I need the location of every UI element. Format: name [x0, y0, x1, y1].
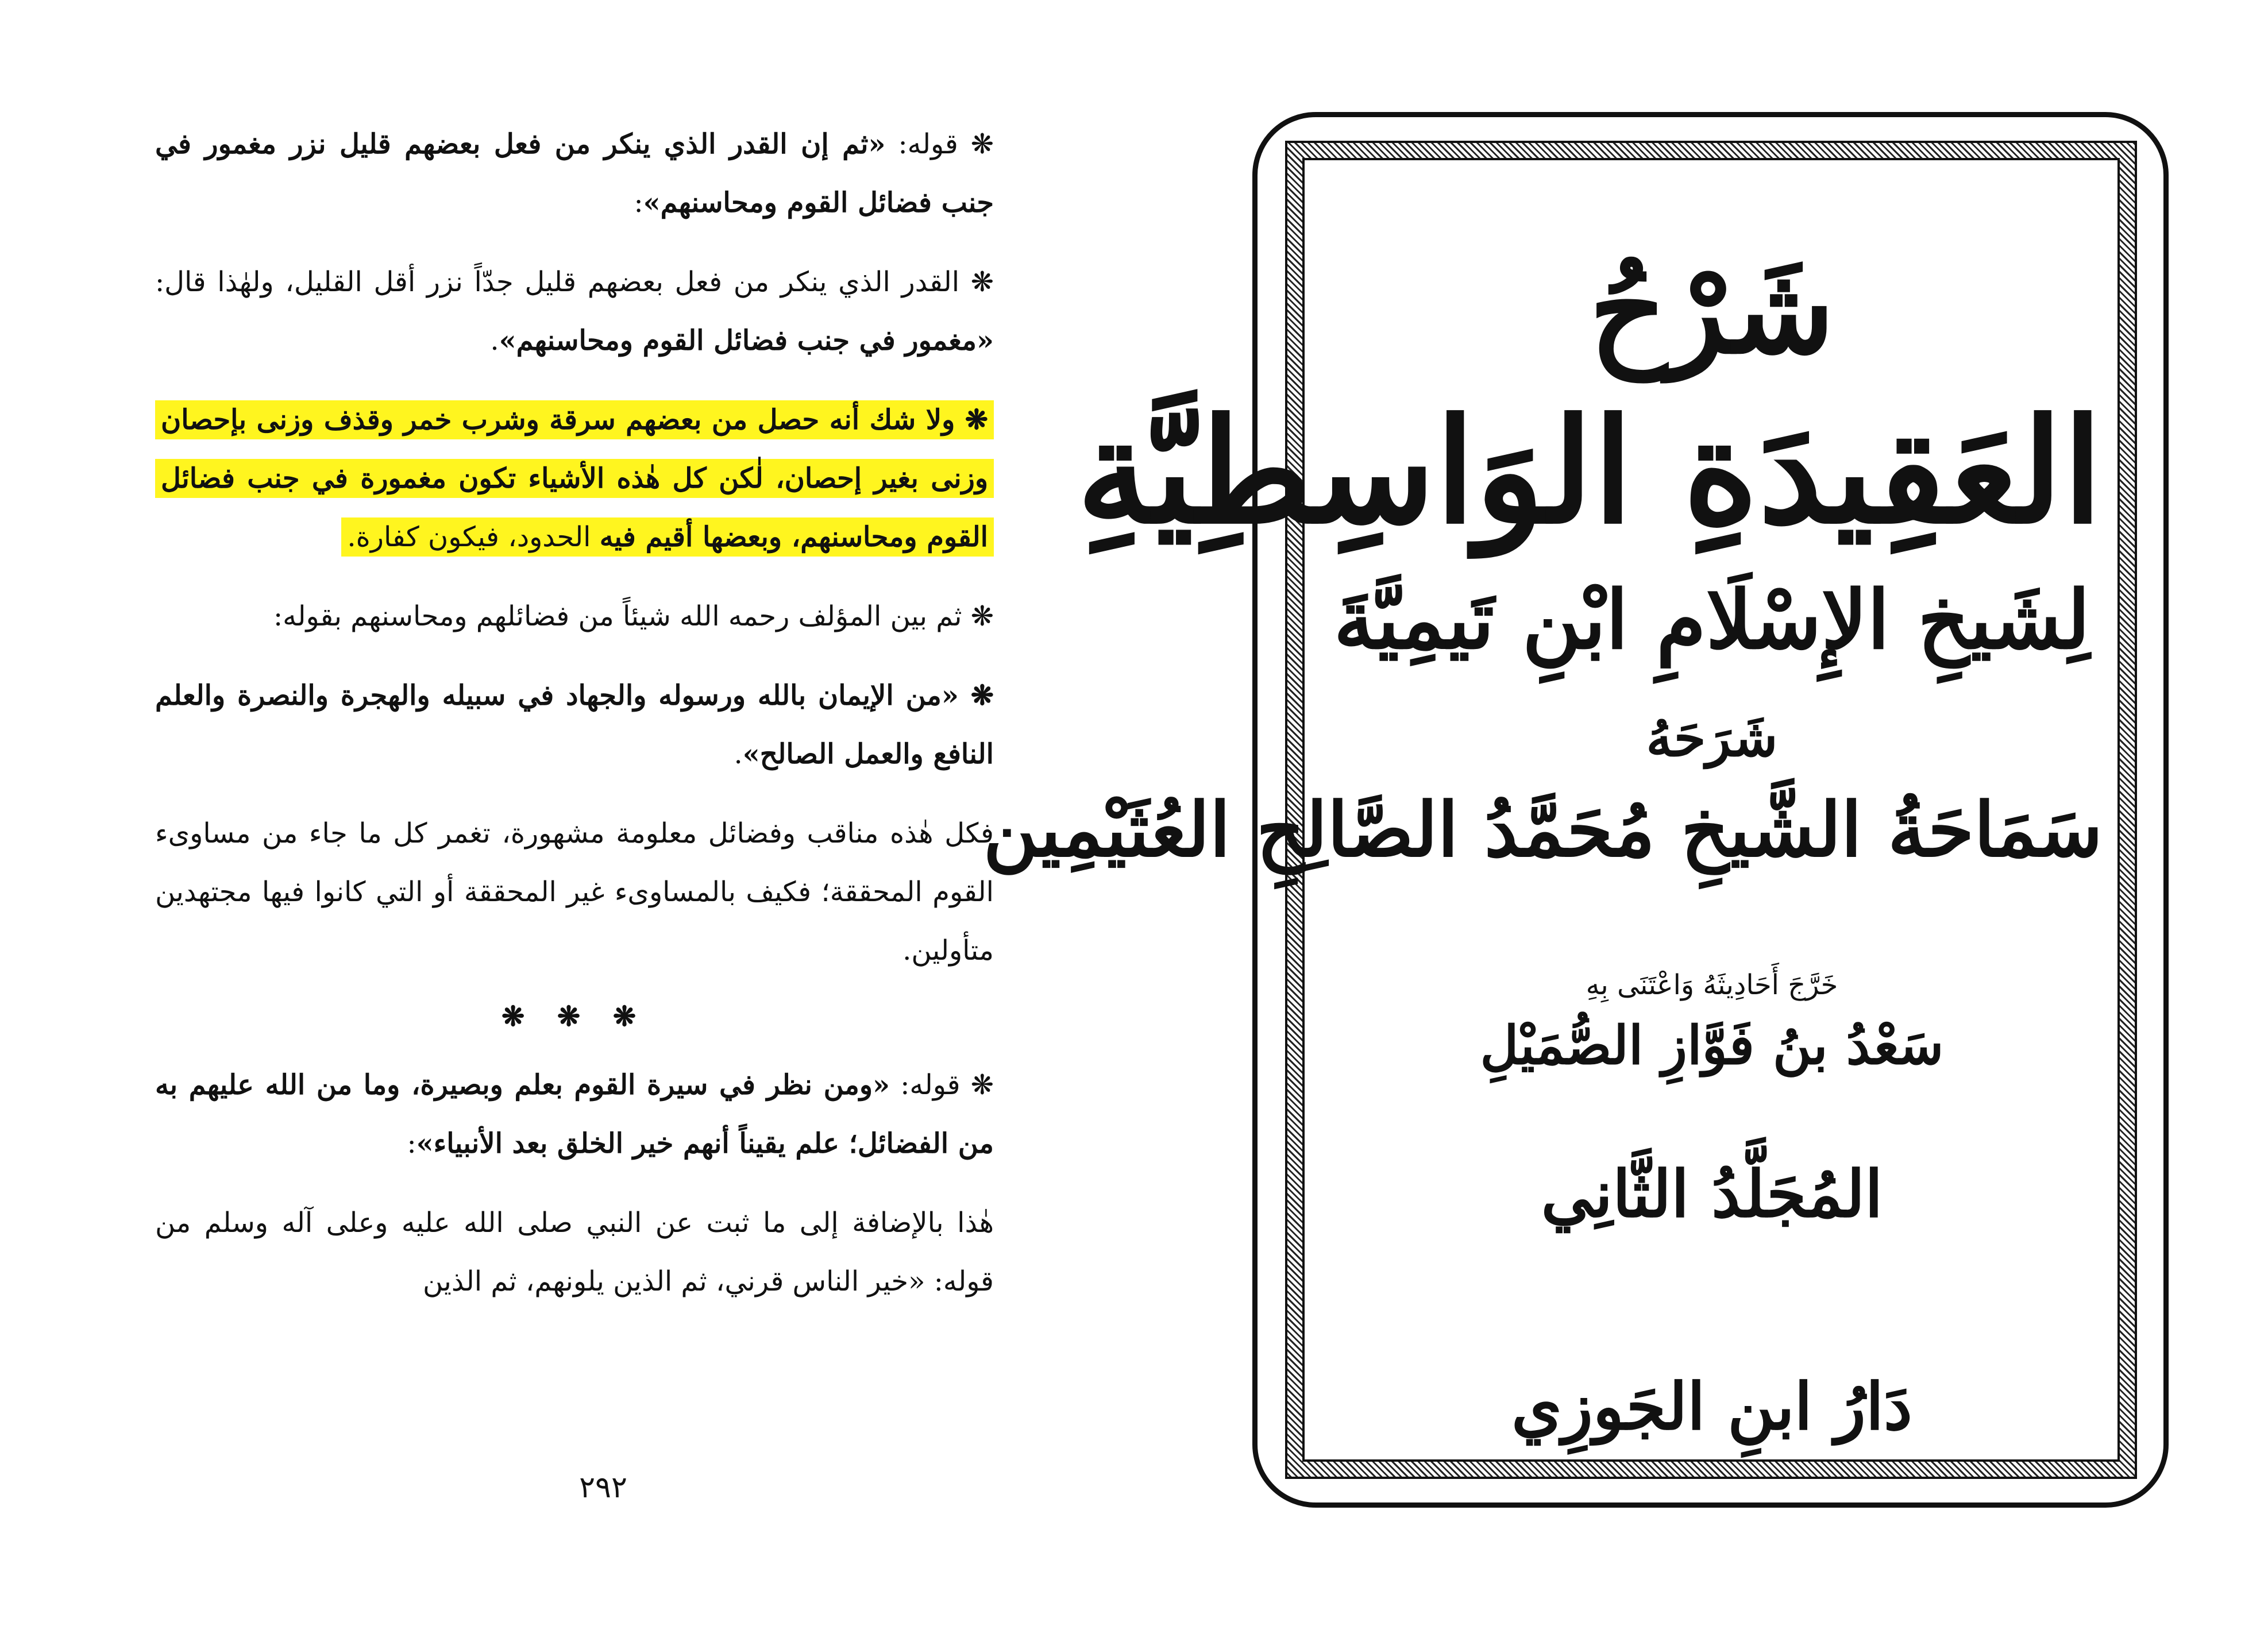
highlighted-bold-text: ❋ ولا شك أنه حصل من بعضهم سرقة وشرب خمر وقذف وزنى بإحصان وزنى بغير إحصان، لٰكن كل هٰذه الأشياء تكون مغمورة في جنب فضائل القوم ومحاسنهم، وبعضها أقيم فيه	[161, 404, 988, 553]
book-title: العَقِيدَةِ الوَاسِطِيَّةِ	[1077, 387, 2103, 555]
cover-content	[983, 239, 2103, 1447]
body-text: هٰذا بالإضافة إلى ما ثبت عن النبي صلى الله عليه وعلى آله وسلم من قوله: «خير الناس قرني، ثم الذين يلونهم، ثم الذين	[155, 1207, 994, 1297]
text-page	[155, 115, 994, 1331]
highlight-mark	[155, 400, 994, 557]
paragraph-6	[155, 804, 994, 980]
page-number: ٢٩٢	[579, 1470, 627, 1505]
paragraph-2	[155, 253, 994, 370]
paragraph-5	[155, 666, 994, 783]
explained-by-label: شَرَحَهُ	[1646, 708, 1778, 768]
highlighted-paragraph	[155, 391, 994, 566]
editor-label: خَرَّجَ أَحَادِيثَهُ وَاعْتَنَى بِهِ	[1586, 969, 1838, 1001]
body-text: ❋ ثم بين المؤلف رحمه الله شيئاً من فضائلهم ومحاسنهم بقوله:	[273, 600, 994, 632]
body-text: ❋ القدر الذي ينكر من فعل بعضهم قليل جدّاً نزر أقل القليل، ولهٰذا قال:	[155, 266, 994, 298]
quoted-text: «ثم إن القدر الذي ينكر من فعل بعضهم قليل نزر مغمور في جنب فضائل القوم ومحاسنهم»	[155, 128, 994, 219]
body-text: فكل هٰذه مناقب وفضائل معلومة مشهورة، تغمر كل ما جاء من مساوىء القوم المحققة؛ فكيف بالمساوىء غير المحققة أو التي كانوا فيها مجتهدين متأولين.	[155, 817, 994, 967]
cover-sharh: شَرْحُ	[1589, 239, 1835, 381]
volume-label: المُجَلَّدُ الثَّانِي	[1541, 1157, 1883, 1232]
paragraph-4	[155, 587, 994, 646]
quoted-text: «مغمور في جنب فضائل القوم ومحاسنهم»	[499, 325, 994, 357]
commentator-name: سَمَاحَةُ الشَّيخِ مُحَمَّدُ الصَّالِحِ العُثَيْمِين	[983, 786, 2103, 874]
quote-prefix: ❋ قوله:	[890, 1069, 994, 1101]
paragraph-7	[155, 1056, 994, 1173]
section-separator: ❋ ❋ ❋	[501, 1001, 648, 1033]
original-author: لِشَيخِ الإِسْلَامِ ابْنِ تَيمِيَّةَ	[1333, 573, 2090, 667]
paragraph-1	[155, 115, 994, 232]
quoted-text: ❋ «من الإيمان بالله ورسوله والجهاد في سبيله والهجرة والنصرة والعلم النافع والعمل الصالح»	[155, 679, 994, 770]
publisher-name: دَارُ ابنِ الجَوزِي	[1511, 1369, 1912, 1444]
punctuation: .	[734, 738, 743, 770]
quote-prefix: ❋ قوله:	[885, 128, 994, 160]
paragraph-8	[155, 1193, 994, 1311]
punctuation: :	[407, 1127, 416, 1160]
quoted-text: «ومن نظر في سيرة القوم بعلم وبصيرة، وما من الله عليهم به من الفضائل؛ علم يقيناً أنهم خير الخلق بعد الأنبياء»	[155, 1069, 994, 1160]
punctuation: .	[490, 325, 499, 357]
punctuation: :	[634, 187, 643, 219]
highlighted-plain-text: الحدود، فيكون كفارة.	[347, 521, 600, 553]
editor-name: سَعْدُ بنُ فَوَّازِ الصُّمَيْلِ	[1480, 1014, 1944, 1076]
